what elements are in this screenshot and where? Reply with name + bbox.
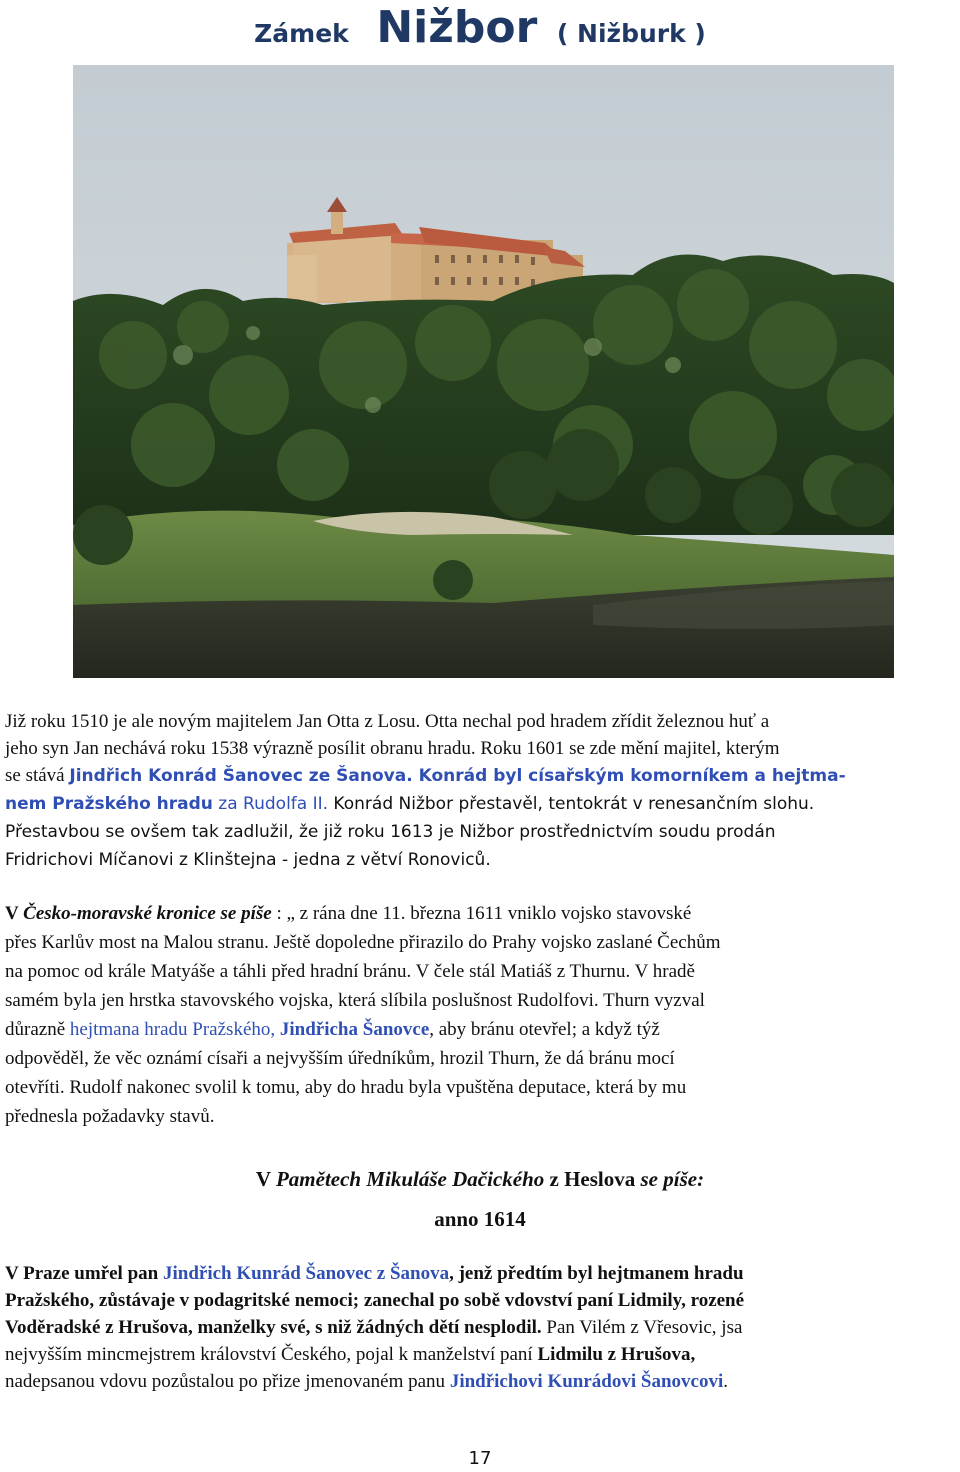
year-heading: anno 1614 bbox=[434, 1207, 526, 1231]
text-line: Pražského, zůstávaje v podagritské nemoci; zanechal po sobě vdovství paní Lidmily, rozené bbox=[5, 1290, 745, 1311]
title-prefix: Zámek bbox=[254, 19, 349, 48]
title-name: Nižbor bbox=[376, 2, 538, 53]
paragraph-memoirs bbox=[5, 1260, 960, 1395]
paragraph-history bbox=[5, 708, 960, 874]
text-line: jeho syn Jan nechává roku 1538 výrazně posílit obranu hradu. Roku 1601 se zde mění majitel, kterým bbox=[5, 738, 780, 759]
text-line: Přestavbou se ovšem tak zadlužil, že již roku 1613 je Nižbor prostřednictvím soudu prodán bbox=[5, 822, 776, 842]
text-line: přednesla požadavky stavů. bbox=[5, 1106, 215, 1127]
text-line: V Česko-moravské kronice se píše : „ z rána dne 11. března 1611 vniklo vojsko stavovské bbox=[5, 903, 692, 924]
text-line: Fridrichovi Míčanovi z Klinštejna - jedna z větví Ronoviců. bbox=[5, 850, 491, 870]
text-line: otevříti. Rudolf nakonec svolil k tomu, aby do hradu byla vpuštěna deputace, která by mu bbox=[5, 1077, 687, 1098]
text-line: V Praze umřel pan Jindřich Kunrád Šanovec z Šanova, jenž předtím byl hejtmanem hradu bbox=[5, 1263, 744, 1284]
text-line: Voděradské z Hrušova, manželky své, s niž žádných dětí nesplodil. Pan Vilém z Vřesovic, jsa bbox=[5, 1317, 743, 1338]
title-alt-name: ( Nižburk ) bbox=[556, 19, 706, 48]
page-title bbox=[0, 0, 960, 56]
text-line: přes Karlův most na Malou stranu. Ještě dopoledne přirazilo do Prahy vojsko zaslané Čechům bbox=[5, 932, 721, 953]
paragraph-chronicle bbox=[5, 899, 960, 1131]
castle-photo bbox=[73, 65, 894, 678]
text-line: odpověděl, že věc oznámí císaři a nejvyšším úředníkům, hrozil Thurn, že dá bránu mocí bbox=[5, 1048, 675, 1069]
text-line: se stává Jindřich Konrád Šanovec ze Šanova. Konrád byl císařským komorníkem a hejtma- bbox=[5, 765, 846, 786]
text-line: na pomoc od krále Matyáše a táhli před hradní bránu. V čele stál Matiáš z Thurnu. V hradě bbox=[5, 961, 695, 982]
text-line: nadepsanou vdovu pozůstalou po přize jmenovaném panu Jindřichovi Kunrádovi Šanovcovi. bbox=[5, 1371, 729, 1392]
text-line: nem Pražského hradu za Rudolfa II. Konrád Nižbor přestavěl, tentokrát v renesančním slohu. bbox=[5, 794, 815, 814]
text-line: nejvyšším mincmejstrem království Českého, pojal k manželství paní Lidmilu z Hrušova, bbox=[5, 1344, 696, 1365]
text-line: Již roku 1510 je ale novým majitelem Jan Otta z Losu. Otta nechal pod hradem zřídit železnou huť a bbox=[5, 711, 770, 732]
page-number: 17 bbox=[468, 1448, 492, 1469]
castle-photo-icon bbox=[73, 65, 894, 678]
memoirs-heading: V Pamětech Mikuláše Dačického z Heslova se píše: bbox=[255, 1167, 705, 1191]
text-line: důrazně hejtmana hradu Pražského, Jindřicha Šanovce, aby bránu otevřel; a když týž bbox=[5, 1019, 660, 1040]
text-line: samém byla jen hrstka stavovského vojska, která slíbila poslušnost Rudolfovi. Thurn vyzval bbox=[5, 990, 705, 1011]
